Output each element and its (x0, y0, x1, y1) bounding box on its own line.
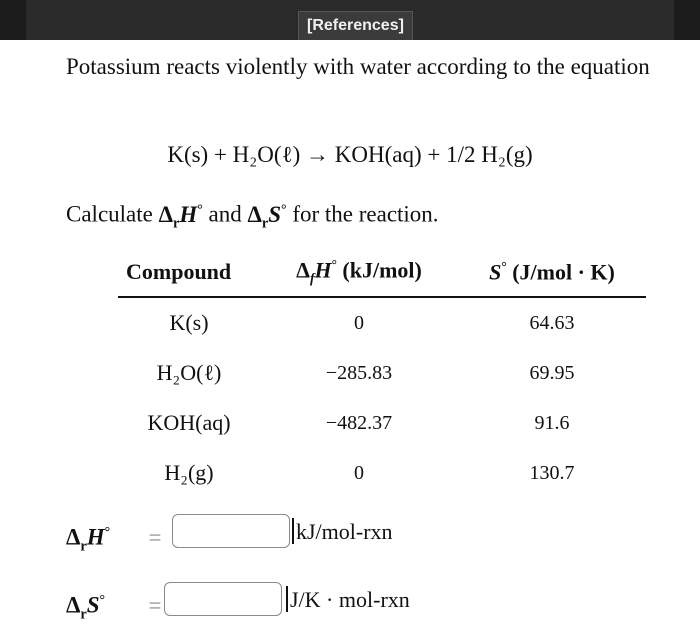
delta-rh-answer-row (66, 512, 393, 555)
delta-rh-symbol: $\Delta_rH^\circ$ (158, 201, 203, 232)
equals-sign: = (148, 592, 162, 618)
compound-cell: K(s) (169, 310, 209, 335)
dh-cell: −285.83 (325, 361, 393, 384)
dh-cell: −482.37 (325, 411, 393, 434)
table-row (118, 348, 646, 398)
delta-rh-label: $\Delta_rH^\circ$ (66, 524, 111, 555)
header-compound: Compound (118, 256, 260, 297)
delta-rs-input[interactable] (164, 582, 282, 616)
prompt-prefix: Calculate (66, 201, 153, 227)
delta-rs-unit: J/K · mol-rxn (286, 580, 410, 620)
delta-rs-label: $\Delta_rS^\circ$ (66, 592, 106, 623)
calculation-prompt (66, 194, 439, 238)
question-text: Potassium reacts violently with water according to the equation (66, 54, 650, 79)
dh-cell: 0 (354, 311, 364, 334)
equals-sign: = (148, 524, 162, 550)
table-row (118, 297, 646, 348)
dh-cell: 0 (354, 461, 364, 484)
references-button[interactable]: [References] (298, 11, 413, 40)
compound-cell: H₂(g) (164, 460, 214, 485)
header-delta-fh: $\Delta_fH^\circ$ (kJ/mol) (260, 256, 458, 297)
compound-cell: H₂O(ℓ) (156, 360, 222, 385)
s-cell: 91.6 (534, 411, 570, 434)
prompt-suffix: for the reaction. (292, 201, 439, 227)
table-header-row (118, 256, 646, 297)
top-toolbar (0, 0, 700, 40)
s-cell: 64.63 (529, 311, 575, 334)
delta-rh-unit: kJ/mol-rxn (292, 512, 393, 552)
delta-rh-input[interactable] (172, 514, 290, 548)
compound-cell: KOH(aq) (147, 410, 231, 435)
table-row (118, 448, 646, 498)
delta-rs-answer-row (66, 580, 410, 623)
table-row (118, 398, 646, 448)
toolbar-right-edge (674, 0, 700, 40)
prompt-and: and (208, 201, 242, 227)
delta-rs-symbol: $\Delta_rS^\circ$ (247, 201, 287, 232)
reaction-equation: K(s) + H₂O(ℓ) → KOH(aq) + 1/2 H₂(g) (167, 142, 533, 167)
header-entropy: S° (J/mol · K) (458, 256, 646, 297)
s-cell: 69.95 (529, 361, 575, 384)
s-cell: 130.7 (529, 461, 575, 484)
thermo-data-table (118, 256, 646, 498)
toolbar-left-edge (0, 0, 26, 40)
